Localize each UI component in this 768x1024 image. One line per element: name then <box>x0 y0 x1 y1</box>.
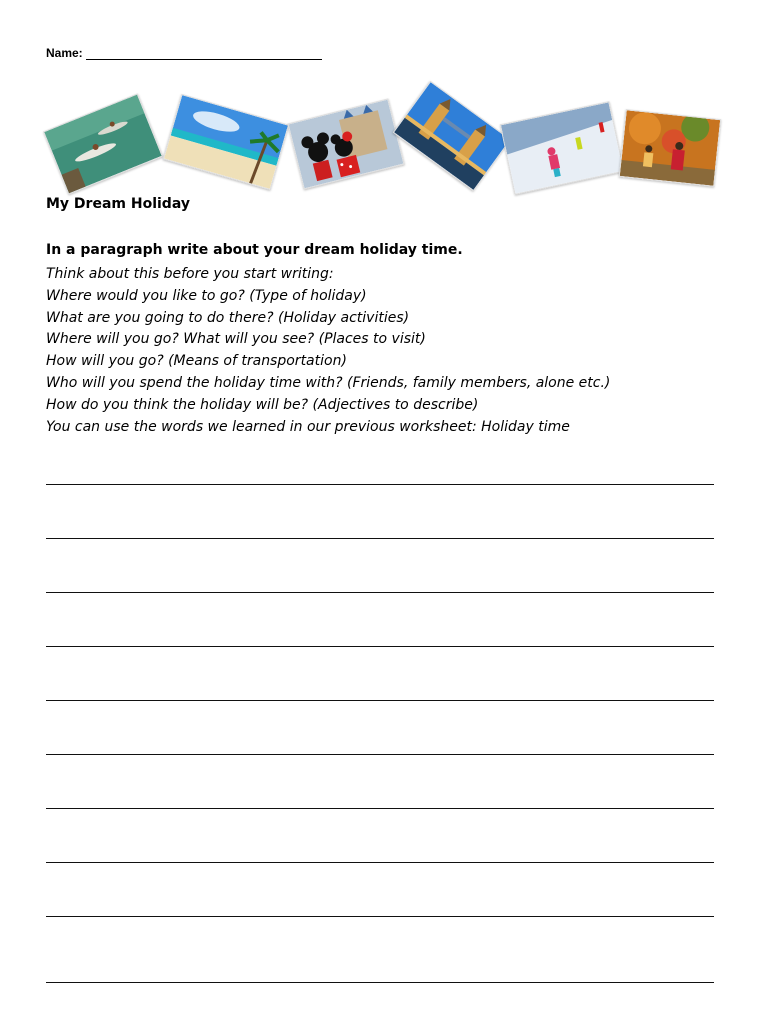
writing-line[interactable] <box>46 754 714 755</box>
mickey-minnie-castle-photo <box>287 98 404 189</box>
name-blank-line <box>86 47 322 60</box>
name-field <box>46 46 322 60</box>
guiding-question: How will you go? (Means of transportation) <box>46 353 347 370</box>
autumn-hiking-photo <box>619 109 722 187</box>
guiding-question: How do you think the holiday will be? (Adjectives to describe) <box>46 396 479 413</box>
writing-line[interactable] <box>46 646 714 647</box>
writing-line[interactable] <box>46 592 714 593</box>
guiding-question: Where will you go? What will you see? (Places to visit) <box>46 331 426 348</box>
writing-line[interactable] <box>46 484 714 485</box>
guiding-question: You can use the words we learned in our previous worksheet: Holiday time <box>46 418 570 435</box>
writing-line[interactable] <box>46 700 714 701</box>
guiding-question: Where would you like to go? (Type of holiday) <box>46 287 367 304</box>
writing-line[interactable] <box>46 982 714 983</box>
writing-line[interactable] <box>46 862 714 863</box>
tower-bridge-photo <box>393 81 512 192</box>
ski-slope-photo <box>500 101 625 195</box>
tropical-beach-photo <box>163 94 289 190</box>
instruction-heading: In a paragraph write about your dream holiday time. <box>46 242 463 258</box>
writing-line[interactable] <box>46 538 714 539</box>
name-label: Name: <box>46 46 83 60</box>
writing-line[interactable] <box>46 916 714 917</box>
writing-line[interactable] <box>46 808 714 809</box>
guiding-questions-list <box>46 264 610 438</box>
guiding-question: What are you going to do there? (Holiday activities) <box>46 309 410 326</box>
guiding-question: Think about this before you start writing: <box>46 266 334 282</box>
guiding-question: Who will you spend the holiday time with? (Friends, family members, alone etc.) <box>46 374 611 391</box>
worksheet-title: My Dream Holiday <box>46 196 190 212</box>
kayak-lake-photo <box>43 93 163 194</box>
